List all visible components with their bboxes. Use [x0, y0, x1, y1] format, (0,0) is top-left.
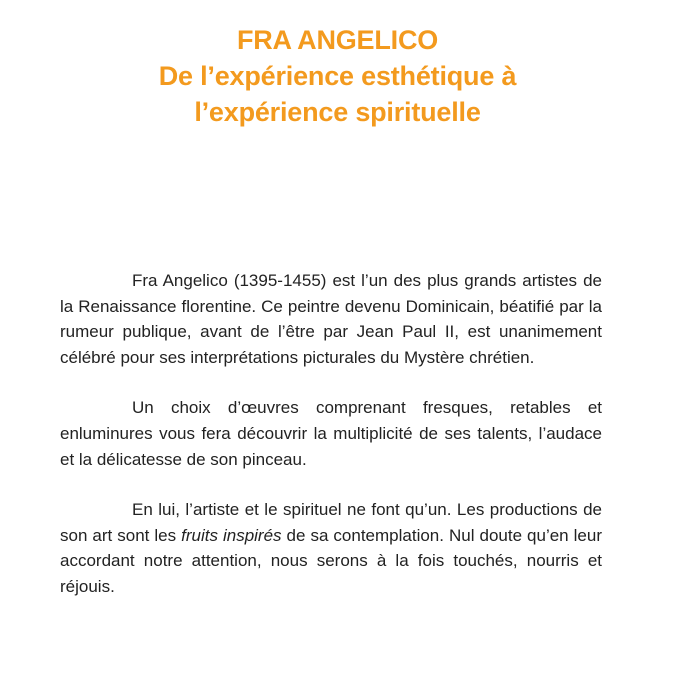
paragraph-3-emphasis: fruits inspirés	[181, 525, 282, 545]
page-title	[0, 22, 675, 130]
paragraph-2: Un choix d’œuvres comprenant fresques, retables et enluminures vous fera découvrir la multiplicité de ses talents, l’audace et la délicatesse de son pinceau.	[60, 398, 602, 469]
paragraph-3-start: En lui, l’artiste et le spirituel ne font qu’un. Les productions de son art sont les	[60, 500, 602, 545]
title-line-2: De l’expérience esthétique à	[158, 61, 517, 91]
title-line-3: l’expérience spirituelle	[194, 97, 481, 127]
title-line-1: FRA ANGELICO	[236, 25, 439, 55]
paragraph-3-end: de sa contemplation. Nul doute qu’en leur accordant notre attention, nous serons à la fois touchés, nourris et réjouis.	[60, 525, 602, 596]
body-text	[60, 268, 602, 600]
paragraph-1: Fra Angelico (1395-1455) est l’un des plus grands artistes de la Renaissance florentine. Ce peintre devenu Dominicain, béatifié par la rumeur publique, avant de l’être par Jean Paul II, est unanimement célébré pour ses interprétations picturales du Mystère chrétien.	[60, 271, 602, 367]
paragraph-3	[60, 497, 602, 599]
